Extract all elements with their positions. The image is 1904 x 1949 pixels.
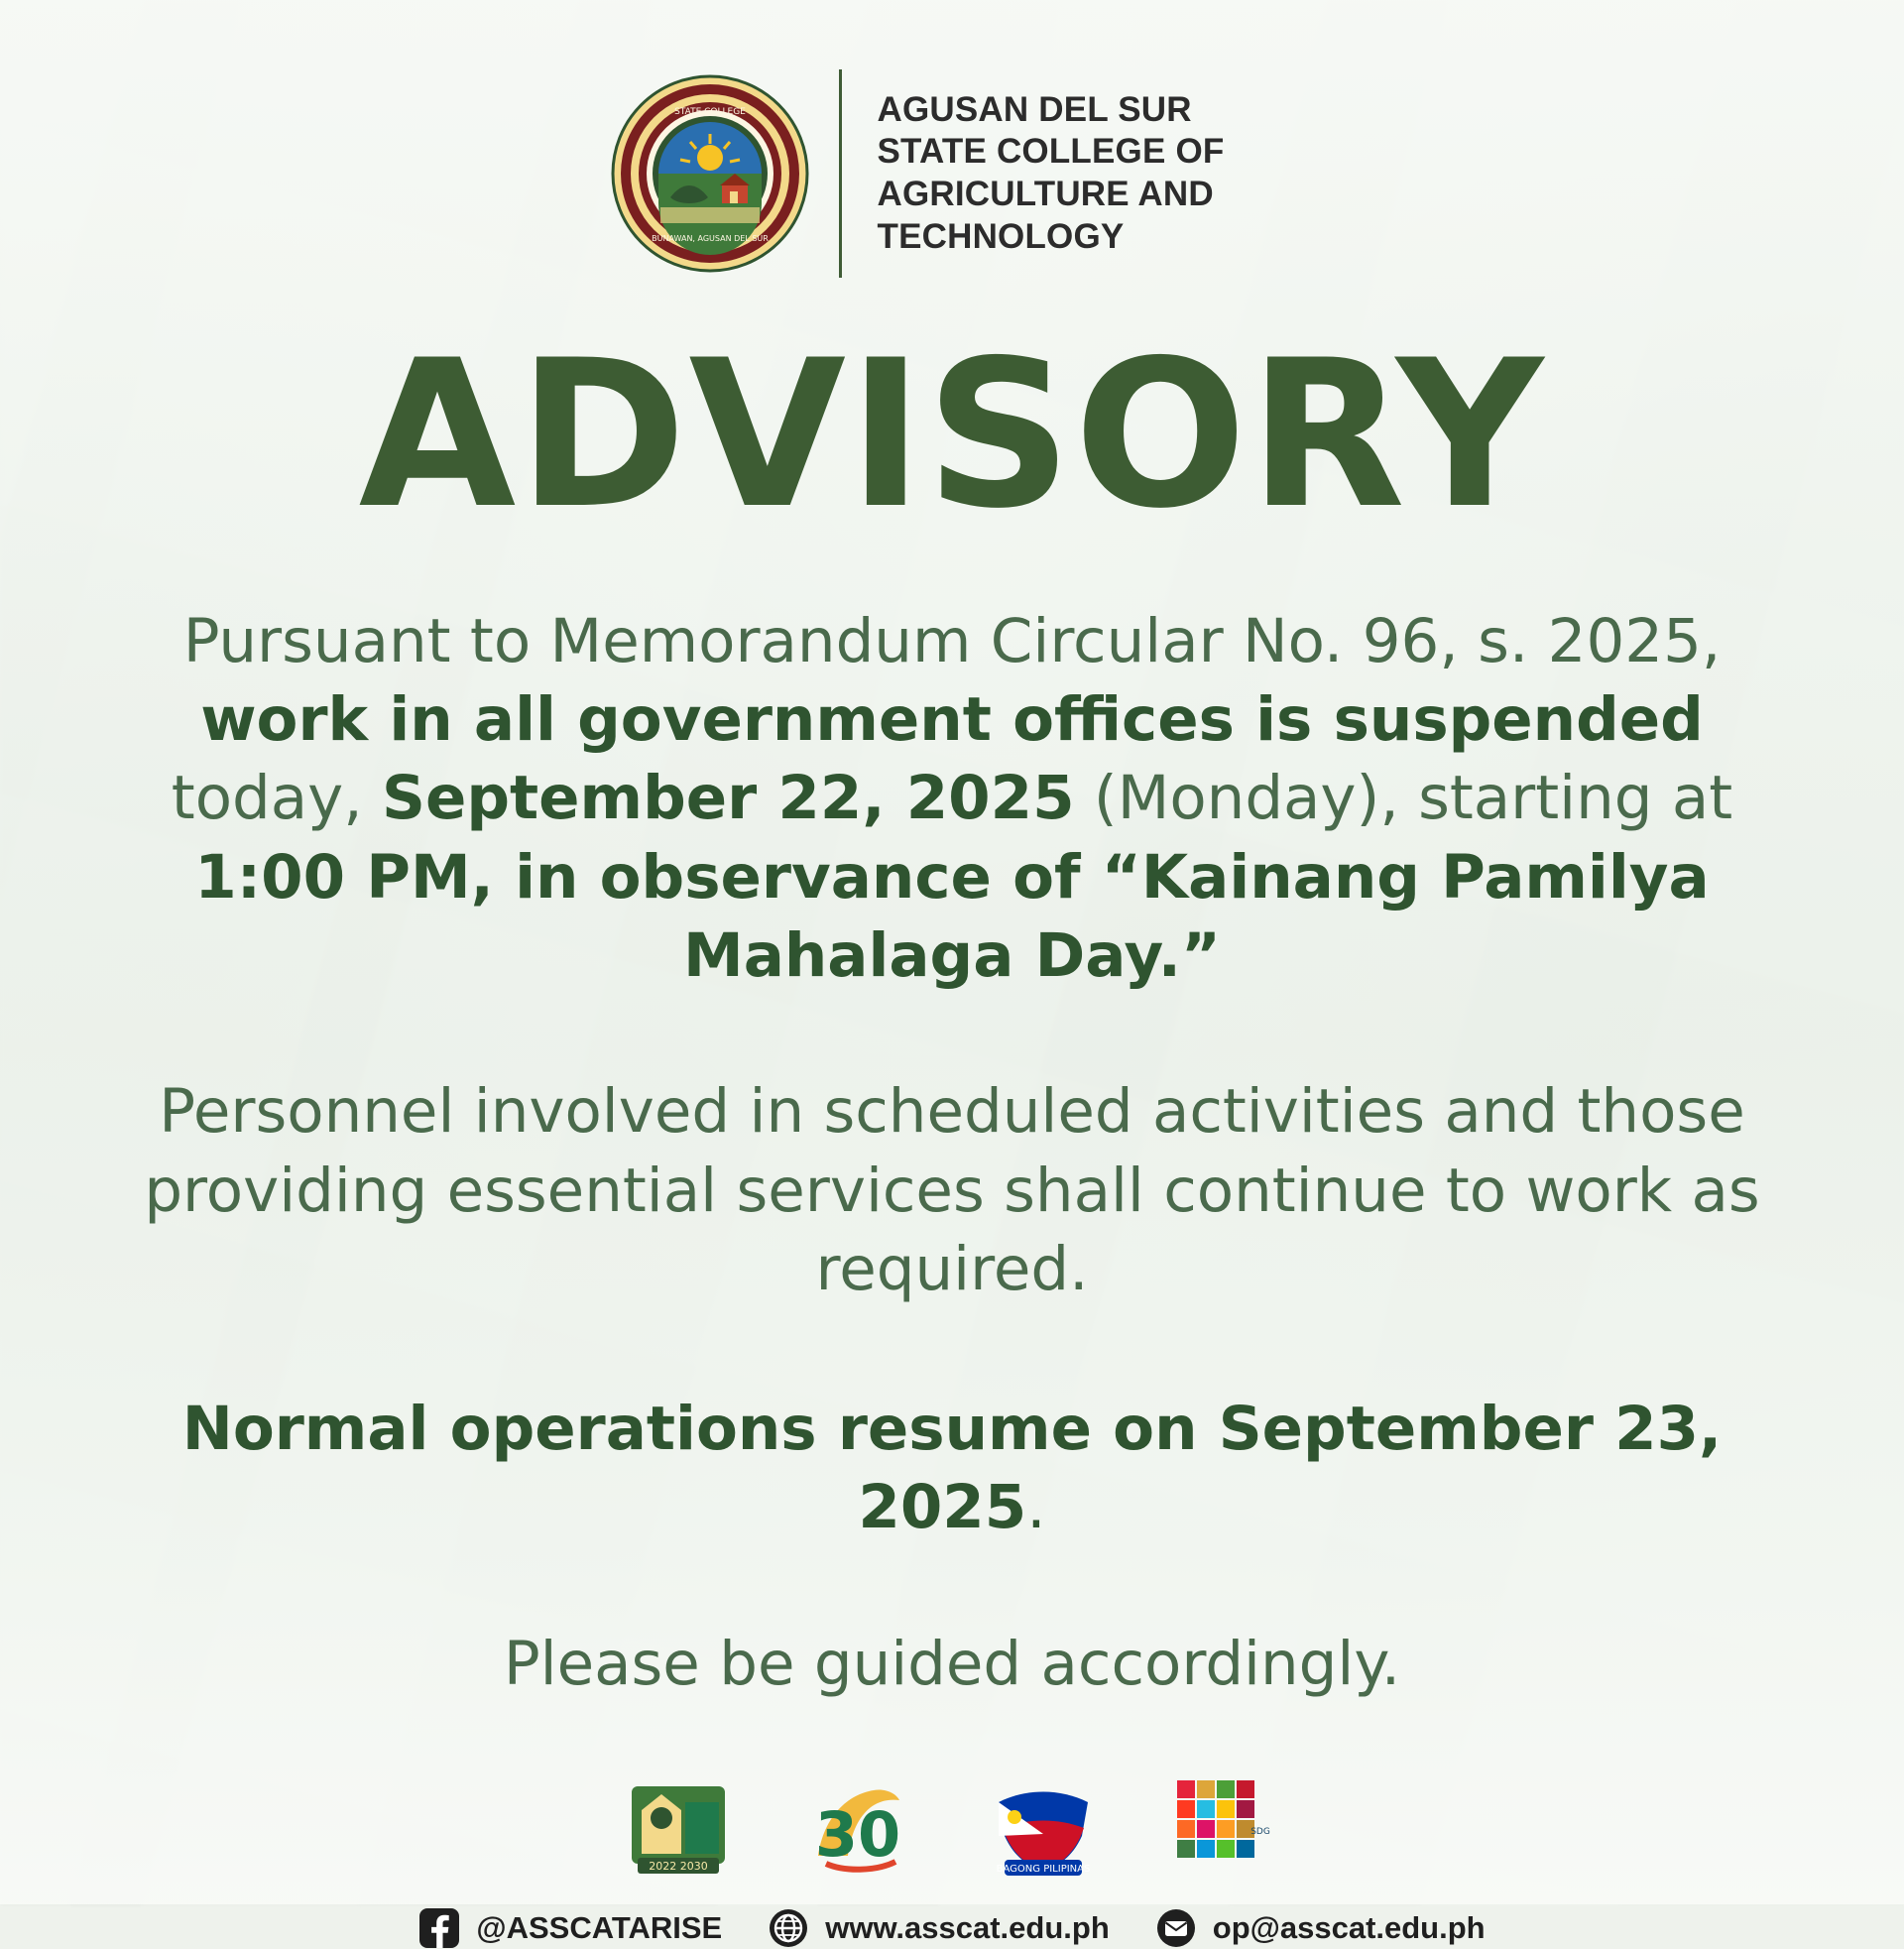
svg-text:30: 30 bbox=[814, 1798, 901, 1872]
svg-text:BUNAWAN, AGUSAN DEL SUR: BUNAWAN, AGUSAN DEL SUR bbox=[651, 234, 769, 243]
facebook-handle: @ASSCATARISE bbox=[476, 1910, 723, 1946]
p1-bold-3: 1:00 PM, in observance of “Kainang Pamilya Mahalaga Day.” bbox=[194, 841, 1710, 991]
partner-logos bbox=[624, 1772, 1280, 1882]
p1-segment-2: today, bbox=[171, 763, 383, 834]
footer-facebook[interactable] bbox=[418, 1907, 722, 1949]
footer-contacts bbox=[418, 1907, 1485, 1949]
svg-text:SDG: SDG bbox=[1250, 1827, 1270, 1838]
p1-bold-2: September 22, 2025 bbox=[382, 763, 1075, 834]
asscat-30th-anniversary-logo bbox=[806, 1772, 915, 1882]
advisory-body bbox=[109, 533, 1795, 1703]
footer-website[interactable] bbox=[768, 1907, 1110, 1949]
envelope-icon bbox=[1155, 1907, 1197, 1949]
svg-text:2022 2030: 2022 2030 bbox=[649, 1860, 708, 1874]
p1-segment-3: (Monday), starting at bbox=[1074, 763, 1733, 834]
page-title: ADVISORY bbox=[358, 317, 1546, 553]
paragraph-essential-services: Personnel involved in scheduled activities and those providing essential services shall continue to work as required. bbox=[144, 1076, 1760, 1304]
paragraph-closing: Please be guided accordingly. bbox=[503, 1628, 1401, 1699]
svg-text:BAGONG PILIPINAS: BAGONG PILIPINAS bbox=[996, 1864, 1091, 1876]
footer-email[interactable] bbox=[1155, 1907, 1486, 1949]
email-address: op@asscat.edu.ph bbox=[1212, 1910, 1486, 1946]
header-divider bbox=[839, 69, 842, 278]
bagong-pilipinas-logo bbox=[989, 1772, 1098, 1882]
website-url: www.asscat.edu.ph bbox=[825, 1910, 1110, 1946]
globe-icon bbox=[768, 1907, 809, 1949]
p1-bold-1: work in all government offices is suspended bbox=[200, 684, 1704, 756]
asscat-seal-icon bbox=[611, 74, 809, 273]
p1-segment-1: Pursuant to Memorandum Circular No. 96, s. 2025, bbox=[182, 605, 1722, 676]
svg-text:STATE COLLEGE: STATE COLLEGE bbox=[673, 107, 746, 117]
paragraph-resume-operations bbox=[109, 1390, 1795, 1547]
header bbox=[611, 69, 1294, 278]
organization-name: AGUSAN DEL SUR STATE COLLEGE OF AGRICULTURE AND TECHNOLOGY bbox=[877, 89, 1225, 256]
p3-tail: . bbox=[1026, 1472, 1046, 1543]
facebook-icon bbox=[418, 1907, 460, 1949]
bagong-pilipinas-pandayan-logo bbox=[624, 1772, 733, 1882]
sdg-sustainable-development-goals-logo bbox=[1171, 1772, 1280, 1882]
paragraph-memorandum bbox=[109, 602, 1795, 995]
p3-bold: Normal operations resume on September 23, 2025 bbox=[181, 1394, 1723, 1543]
